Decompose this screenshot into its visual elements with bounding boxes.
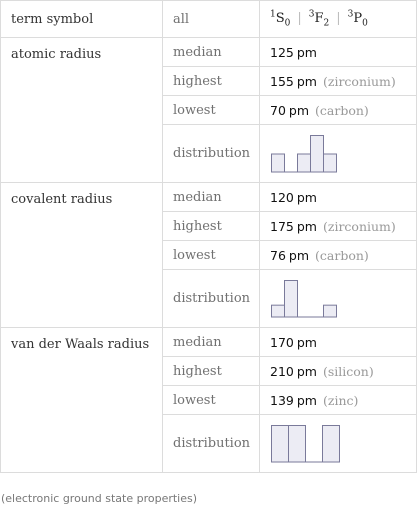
highest-label: highest xyxy=(163,212,260,241)
highest-value: 210 pm (silicon) xyxy=(260,357,417,386)
term-symbol-1: $^1S_0$ xyxy=(270,9,291,29)
symbol-separator: | xyxy=(297,10,302,26)
histogram-bar xyxy=(323,425,340,462)
symbol-separator: | xyxy=(336,10,341,26)
all-header: all xyxy=(163,1,260,38)
highest-element: (zirconium) xyxy=(322,73,396,89)
distribution-label: distribution xyxy=(163,415,260,473)
distribution-label: distribution xyxy=(163,270,260,328)
median-label: median xyxy=(163,38,260,67)
lowest-value: 139 pm (zinc) xyxy=(260,386,417,415)
histogram-bar xyxy=(324,154,337,172)
header-row xyxy=(1,1,417,38)
median-label: median xyxy=(163,183,260,212)
distribution-histogram xyxy=(270,424,342,464)
term-symbol-2: $^3F_2$ xyxy=(308,9,330,29)
atomic-radius-median-row xyxy=(1,38,417,67)
lowest-element: (carbon) xyxy=(315,102,369,118)
histogram-bar xyxy=(289,425,306,462)
histogram-bar xyxy=(311,135,324,172)
covalent-radius-median-row xyxy=(1,183,417,212)
lowest-value: 76 pm (carbon) xyxy=(260,241,417,270)
property-name: atomic radius xyxy=(1,38,163,183)
histogram-bar xyxy=(298,154,311,172)
property-name: van der Waals radius xyxy=(1,328,163,473)
highest-element: (zirconium) xyxy=(322,218,396,234)
highest-label: highest xyxy=(163,357,260,386)
histogram-bar xyxy=(324,305,337,317)
histogram-bar xyxy=(285,280,298,317)
lowest-element: (carbon) xyxy=(315,247,369,263)
term-symbols-header xyxy=(260,1,417,38)
median-value: 120 pm xyxy=(260,183,417,212)
median-value: 125 pm xyxy=(260,38,417,67)
median-value: 170 pm xyxy=(260,328,417,357)
median-label: median xyxy=(163,328,260,357)
highest-value: 155 pm (zirconium) xyxy=(260,67,417,96)
lowest-element: (zinc) xyxy=(322,392,359,408)
vdw-radius-median-row xyxy=(1,328,417,357)
lowest-label: lowest xyxy=(163,96,260,125)
distribution-label: distribution xyxy=(163,125,260,183)
term-symbol-header: term symbol xyxy=(1,1,163,38)
histogram-bar xyxy=(272,154,285,172)
histogram-bar xyxy=(272,305,285,317)
highest-label: highest xyxy=(163,67,260,96)
footer-note: (electronic ground state properties) xyxy=(1,492,198,505)
term-symbol-3: $^3P_0$ xyxy=(347,9,368,29)
distribution-histogram xyxy=(270,279,342,319)
lowest-value: 70 pm (carbon) xyxy=(260,96,417,125)
highest-element: (silicon) xyxy=(322,363,374,379)
distribution-histogram xyxy=(270,134,342,174)
distribution-chart-cell xyxy=(260,415,417,473)
highest-value: 175 pm (zirconium) xyxy=(260,212,417,241)
distribution-chart-cell xyxy=(260,270,417,328)
histogram-bar xyxy=(272,425,289,462)
distribution-chart-cell xyxy=(260,125,417,183)
lowest-label: lowest xyxy=(163,386,260,415)
lowest-label: lowest xyxy=(163,241,260,270)
property-name: covalent radius xyxy=(1,183,163,328)
